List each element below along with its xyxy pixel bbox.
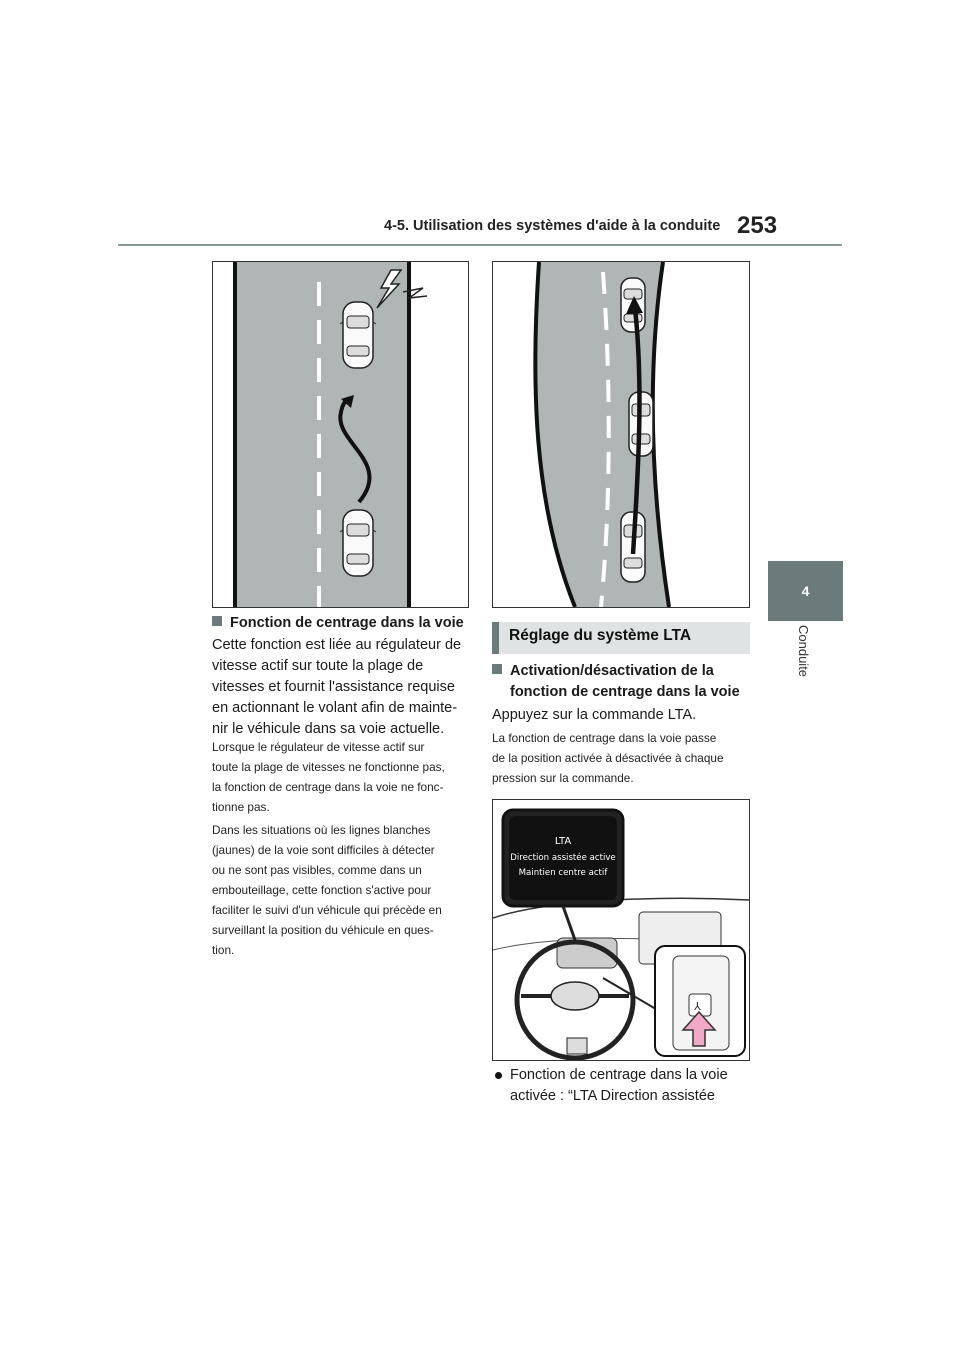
lta-switch-icon: ⅄ — [694, 1000, 701, 1013]
chapter-number: 4 — [801, 583, 810, 599]
bullet-icon — [495, 1072, 502, 1079]
lane-edge-left — [233, 262, 237, 607]
display-line-centering: Maintien centre actif — [518, 868, 608, 878]
note-lane-lines: Dans les situations où les lignes blanches (jaunes) de la voie sont difficiles à détecter ou ne sont pas visibles, comme dans un embouteillage, cette fonction s'active pour faciliter le suivi d'un véhicule qui précède en surveillant la position du véhicule en ques- tion. — [212, 823, 442, 957]
section-marker-icon — [212, 616, 222, 626]
section-title-lane-centering: Fonction de centrage dans la voie — [212, 613, 472, 634]
chapter-label-box — [768, 625, 843, 695]
car-icon — [340, 510, 376, 576]
figure-cockpit-lta-switch — [492, 799, 750, 1061]
car-icon — [340, 302, 376, 368]
steering-column — [567, 1038, 587, 1054]
display-line-steering: Direction assistée active — [510, 853, 616, 863]
figure-curved-road — [492, 261, 750, 608]
display-line-lta: LTA — [554, 836, 572, 847]
running-header: 4-5. Utilisation des systèmes d'aide à la conduite — [384, 218, 721, 234]
page-number: 253 — [737, 212, 778, 239]
road-surface — [237, 262, 407, 607]
activation-note: La fonction de centrage dans la voie passe de la position activée à désactivée à chaque pression sur la commande. — [492, 731, 724, 785]
chapter-tab[interactable] — [768, 561, 843, 621]
section-marker-icon — [492, 664, 502, 674]
note-cruise-control: Lorsque le régulateur de vitesse actif sur toute la plage de vitesses ne fonctionne pas, la fonction de centrage dans la voie ne fonc- tionne pas. — [212, 740, 445, 814]
section-header-lta: Réglage du système LTA — [492, 622, 750, 654]
bullet-item-lta-active: Fonction de centrage dans la voie activée : “LTA Direction assistée — [492, 1065, 754, 1107]
activation-instruction: Appuyez sur la commande LTA. — [492, 707, 697, 723]
lane-edge-right — [407, 262, 411, 607]
header-rule — [118, 244, 842, 246]
steering-hub — [551, 982, 599, 1010]
figure-straight-road — [212, 261, 469, 608]
lane-centering-description: Cette fonction est liée au régulateur de vitesse actif sur toute la plage de vitesses et fournit l'assistance requise en actionnant le volant afin de mainte- nir le véhicule dans sa voie actuelle. — [212, 637, 462, 737]
subsection-title-activation: Activation/désactivation de la fonction de centrage dans la voie — [492, 661, 754, 703]
chapter-label: Conduite — [796, 625, 811, 678]
